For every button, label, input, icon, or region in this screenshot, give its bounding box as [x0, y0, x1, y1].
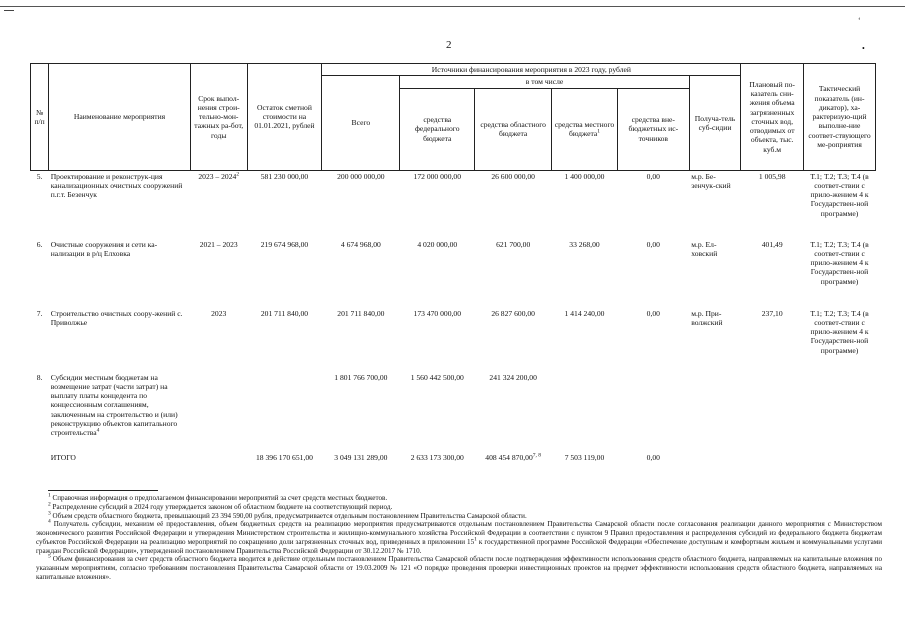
scan-mark-right-2: •	[862, 44, 865, 53]
name-text: Субсидии местным бюджетам на возмещение затрат (части затрат) на выплату платы концедента по концессионным соглашениям, заключенным на строительство и (или) реконструкцию объектов капитального строительства	[50, 372, 178, 437]
cell-planned: 401,49	[761, 239, 783, 249]
footnote-text: Объем финансирования за счет средств областного бюджета вводится в действие отдельным постановлением Правительства Самарской области после подтверждения эффективности использования средств областного бюджета, направляемых на капитальные вложения по указанным мероприятиям, согласно требованиям постановления Правительства Самарской области от 19.03.2009 № 121 «О порядке проведения проверки инвестиционных проектов на предмет эффективности использования средств областного бюджета, направляемых на капитальные вложения».	[36, 555, 882, 582]
scan-mark	[4, 10, 14, 11]
top-border-line	[0, 6, 905, 7]
cell-planned: 237,10	[761, 308, 783, 318]
cell-recipient: м.р. При-волжский	[691, 308, 723, 327]
cell-empty	[741, 451, 804, 473]
header-num: № п/п	[31, 64, 49, 171]
header-name: Наименование мероприятия	[49, 64, 191, 171]
cell-empty	[804, 451, 876, 473]
cell-remainder	[247, 371, 322, 451]
cell-tactical: Т.1; Т.2; Т.3; Т.4 (в соответ-ствии с прило-жением 4 к Государствен-ной программе)	[810, 171, 869, 218]
cell-total: 201 711 840,00	[337, 308, 385, 318]
table-row	[31, 371, 876, 451]
footnote-1	[36, 494, 882, 503]
cell-num: 6.	[36, 239, 43, 249]
name-sup: 4	[96, 427, 100, 434]
header-extra: средства вне-бюджетных ис-точников	[617, 88, 689, 170]
cell-num: 5.	[36, 171, 43, 181]
term-sup: 2	[236, 170, 240, 177]
cell-local: 1 414 240,00	[564, 308, 605, 318]
financing-table	[30, 63, 876, 473]
cell-extra: 0,00	[646, 308, 660, 318]
cell-extra	[617, 371, 689, 451]
header-local	[552, 88, 618, 170]
footnote-mark: 5	[48, 554, 51, 561]
total-row	[31, 451, 876, 473]
total-local: 7 503 119,00	[564, 452, 605, 462]
cell-total: 1 801 766 700,00	[334, 372, 388, 382]
footnote-text: Справочная информация о предполагаемом финансировании мероприятий за счет средств местных бюджетов.	[52, 494, 388, 502]
header-federal: средства федерального бюджета	[400, 88, 475, 170]
cell-tactical: Т.1; Т.2; Т.3; Т.4 (в соответ-ствии с прило-жением 4 к Государствен-ной программе)	[810, 239, 869, 286]
header-including: в том числе	[400, 76, 689, 88]
page-number: 2	[446, 39, 452, 51]
cell-local	[552, 371, 618, 451]
cell-empty	[689, 451, 741, 473]
cell-empty	[190, 451, 247, 473]
total-regional-text: 408 454 870,00	[485, 452, 533, 462]
total-label: ИТОГО	[50, 452, 76, 462]
cell-name: Строительство очистных соору-жений с. Приволжье	[50, 308, 183, 327]
cell-regional: 621 700,00	[496, 239, 531, 249]
cell-regional: 26 827 600,00	[491, 308, 535, 318]
cell-planned: 1 005,98	[758, 171, 786, 181]
footnote-mark: 4	[48, 518, 51, 525]
cell-term	[190, 371, 247, 451]
header-regional: средства областного бюджета	[475, 88, 552, 170]
cell-extra: 0,00	[646, 239, 660, 249]
cell-total: 4 674 968,00	[340, 239, 381, 249]
cell-remainder: 581 230 000,00	[260, 171, 309, 181]
cell-recipient: м.р. Бе-зенчук-ский	[691, 171, 731, 190]
header-remainder: Остаток сметной стоимости на 01.01.2021, рублей	[247, 64, 322, 171]
header-total: Всего	[322, 76, 400, 170]
footnote-mark: 3	[48, 510, 51, 517]
cell-local: 33 268,00	[569, 239, 600, 249]
footnote-mark: 1	[48, 492, 51, 499]
cell-federal: 4 020 000,00	[417, 239, 458, 249]
cell-term	[190, 238, 247, 307]
cell-planned	[741, 371, 804, 451]
header-local-text: средства местного бюджета	[554, 119, 615, 138]
footnote-rule	[48, 490, 158, 491]
total-regional-sup: 7, 8	[532, 451, 542, 458]
cell-term	[190, 307, 247, 371]
cell-remainder: 219 674 968,00	[260, 239, 309, 249]
cell-name	[49, 371, 191, 451]
cell-name: Проектирование и реконструк-ция канализационных очистных сооружений п.г.т. Безенчук	[50, 171, 183, 199]
table-row	[31, 238, 876, 307]
cell-total: 200 000 000,00	[337, 171, 385, 181]
cell-regional: 26 600 000,00	[491, 171, 535, 181]
footnote-inner-sup: 1	[474, 536, 477, 543]
cell-tactical: Т.1; Т.2; Т.3; Т.4 (в соответ-ствии с прило-жением 4 к Государствен-ной программе)	[810, 308, 869, 355]
header-sources: Источники финансирования мероприятия в 2023 году, рублей	[322, 64, 741, 76]
cell-federal: 1 560 442 500,00	[410, 372, 464, 382]
footnote-4	[36, 520, 882, 555]
cell-regional: 241 324 200,00	[489, 372, 537, 382]
cell-local: 1 400 000,00	[564, 171, 605, 181]
footnote-text-b: к государственной программе Российской Федерации «Обеспечение доступным и комфортным жильем и коммунальными услугами граждан Российской Федерации», утвержденной постановлением Правительства Российской Федерации от 30.12.2017 № 1710.	[36, 537, 883, 555]
total-federal: 2 633 173 300,00	[410, 452, 464, 462]
table-row	[31, 307, 876, 371]
scan-mark-right: ‘	[858, 16, 861, 25]
footnotes	[36, 494, 882, 582]
footnote-5	[36, 555, 882, 581]
cell-federal: 172 000 000,00	[413, 171, 461, 181]
cell-term	[190, 170, 247, 238]
term-text: 2023 – 2024	[198, 171, 237, 181]
cell-federal: 173 470 000,00	[413, 308, 461, 318]
footnote-text-a: Получатель субсидии, механизм её предоставления, объем бюджетных средств на реализацию мероприятия предусматриваются отдельным постановлением Правительства Самарской области после согласования реализации данного мероприятия с Министерством экономического развития Российской Федерации и утверждения Министерством строительства и жилищно-коммунального хозяйства Российской Федерации в соответствии с пунктом 9 Правил предоставления и распределения субсидий из федерального бюджета бюджетам субъектов Российской Федерации на реализацию мероприятий по сокращению доли загрязненных сточных вод, приведенных в приложении 15	[36, 520, 883, 546]
cell-remainder: 201 711 840,00	[260, 308, 309, 318]
total-total: 3 049 131 289,00	[334, 452, 388, 462]
header-recipient: Получа-тель суб-сидии	[689, 76, 741, 170]
footnote-text: Распределение субсидий в 2024 году утверждается законом об областном бюджете на соответствующий период.	[52, 502, 393, 511]
header-term: Срок выпол-нения строи-тельно-мон-тажных ра-бот, годы	[190, 64, 247, 171]
header-planned: Плановый по-казатель сни-жения объема загрязненных сточных вод, отводимых от объекта, тыс. куб.м	[741, 64, 804, 171]
total-remainder: 18 396 170 651,00	[255, 452, 313, 462]
cell-name: Очистные сооружения и сети ка-нализации в р/ц Елховка	[50, 239, 158, 258]
footnote-2	[36, 503, 882, 512]
cell-tactical	[804, 371, 876, 451]
cell-num: 8.	[36, 372, 43, 382]
table-row	[31, 170, 876, 238]
cell-empty	[31, 451, 49, 473]
total-regional	[475, 451, 552, 473]
total-extra: 0,00	[646, 452, 660, 462]
header-tactical: Тактический показатель (ин-дикатор), ха-рактеризую-щий выполне-ние соответ-ствующего ме-роприятия	[804, 64, 876, 171]
header-local-sup: 1	[597, 128, 601, 135]
footnote-text: Объем средств областного бюджета, превышающий 23 394 590,00 рубля, предусматривается отдельным постановлением Правительства Самарской области.	[52, 511, 527, 520]
cell-extra: 0,00	[646, 171, 660, 181]
cell-recipient	[689, 371, 741, 451]
cell-recipient: м.р. Ел-ховский	[691, 239, 718, 258]
term-text: 2021 – 2023	[199, 239, 238, 249]
term-text: 2023	[211, 308, 227, 318]
footnote-mark: 2	[48, 501, 51, 508]
cell-num: 7.	[36, 308, 43, 318]
